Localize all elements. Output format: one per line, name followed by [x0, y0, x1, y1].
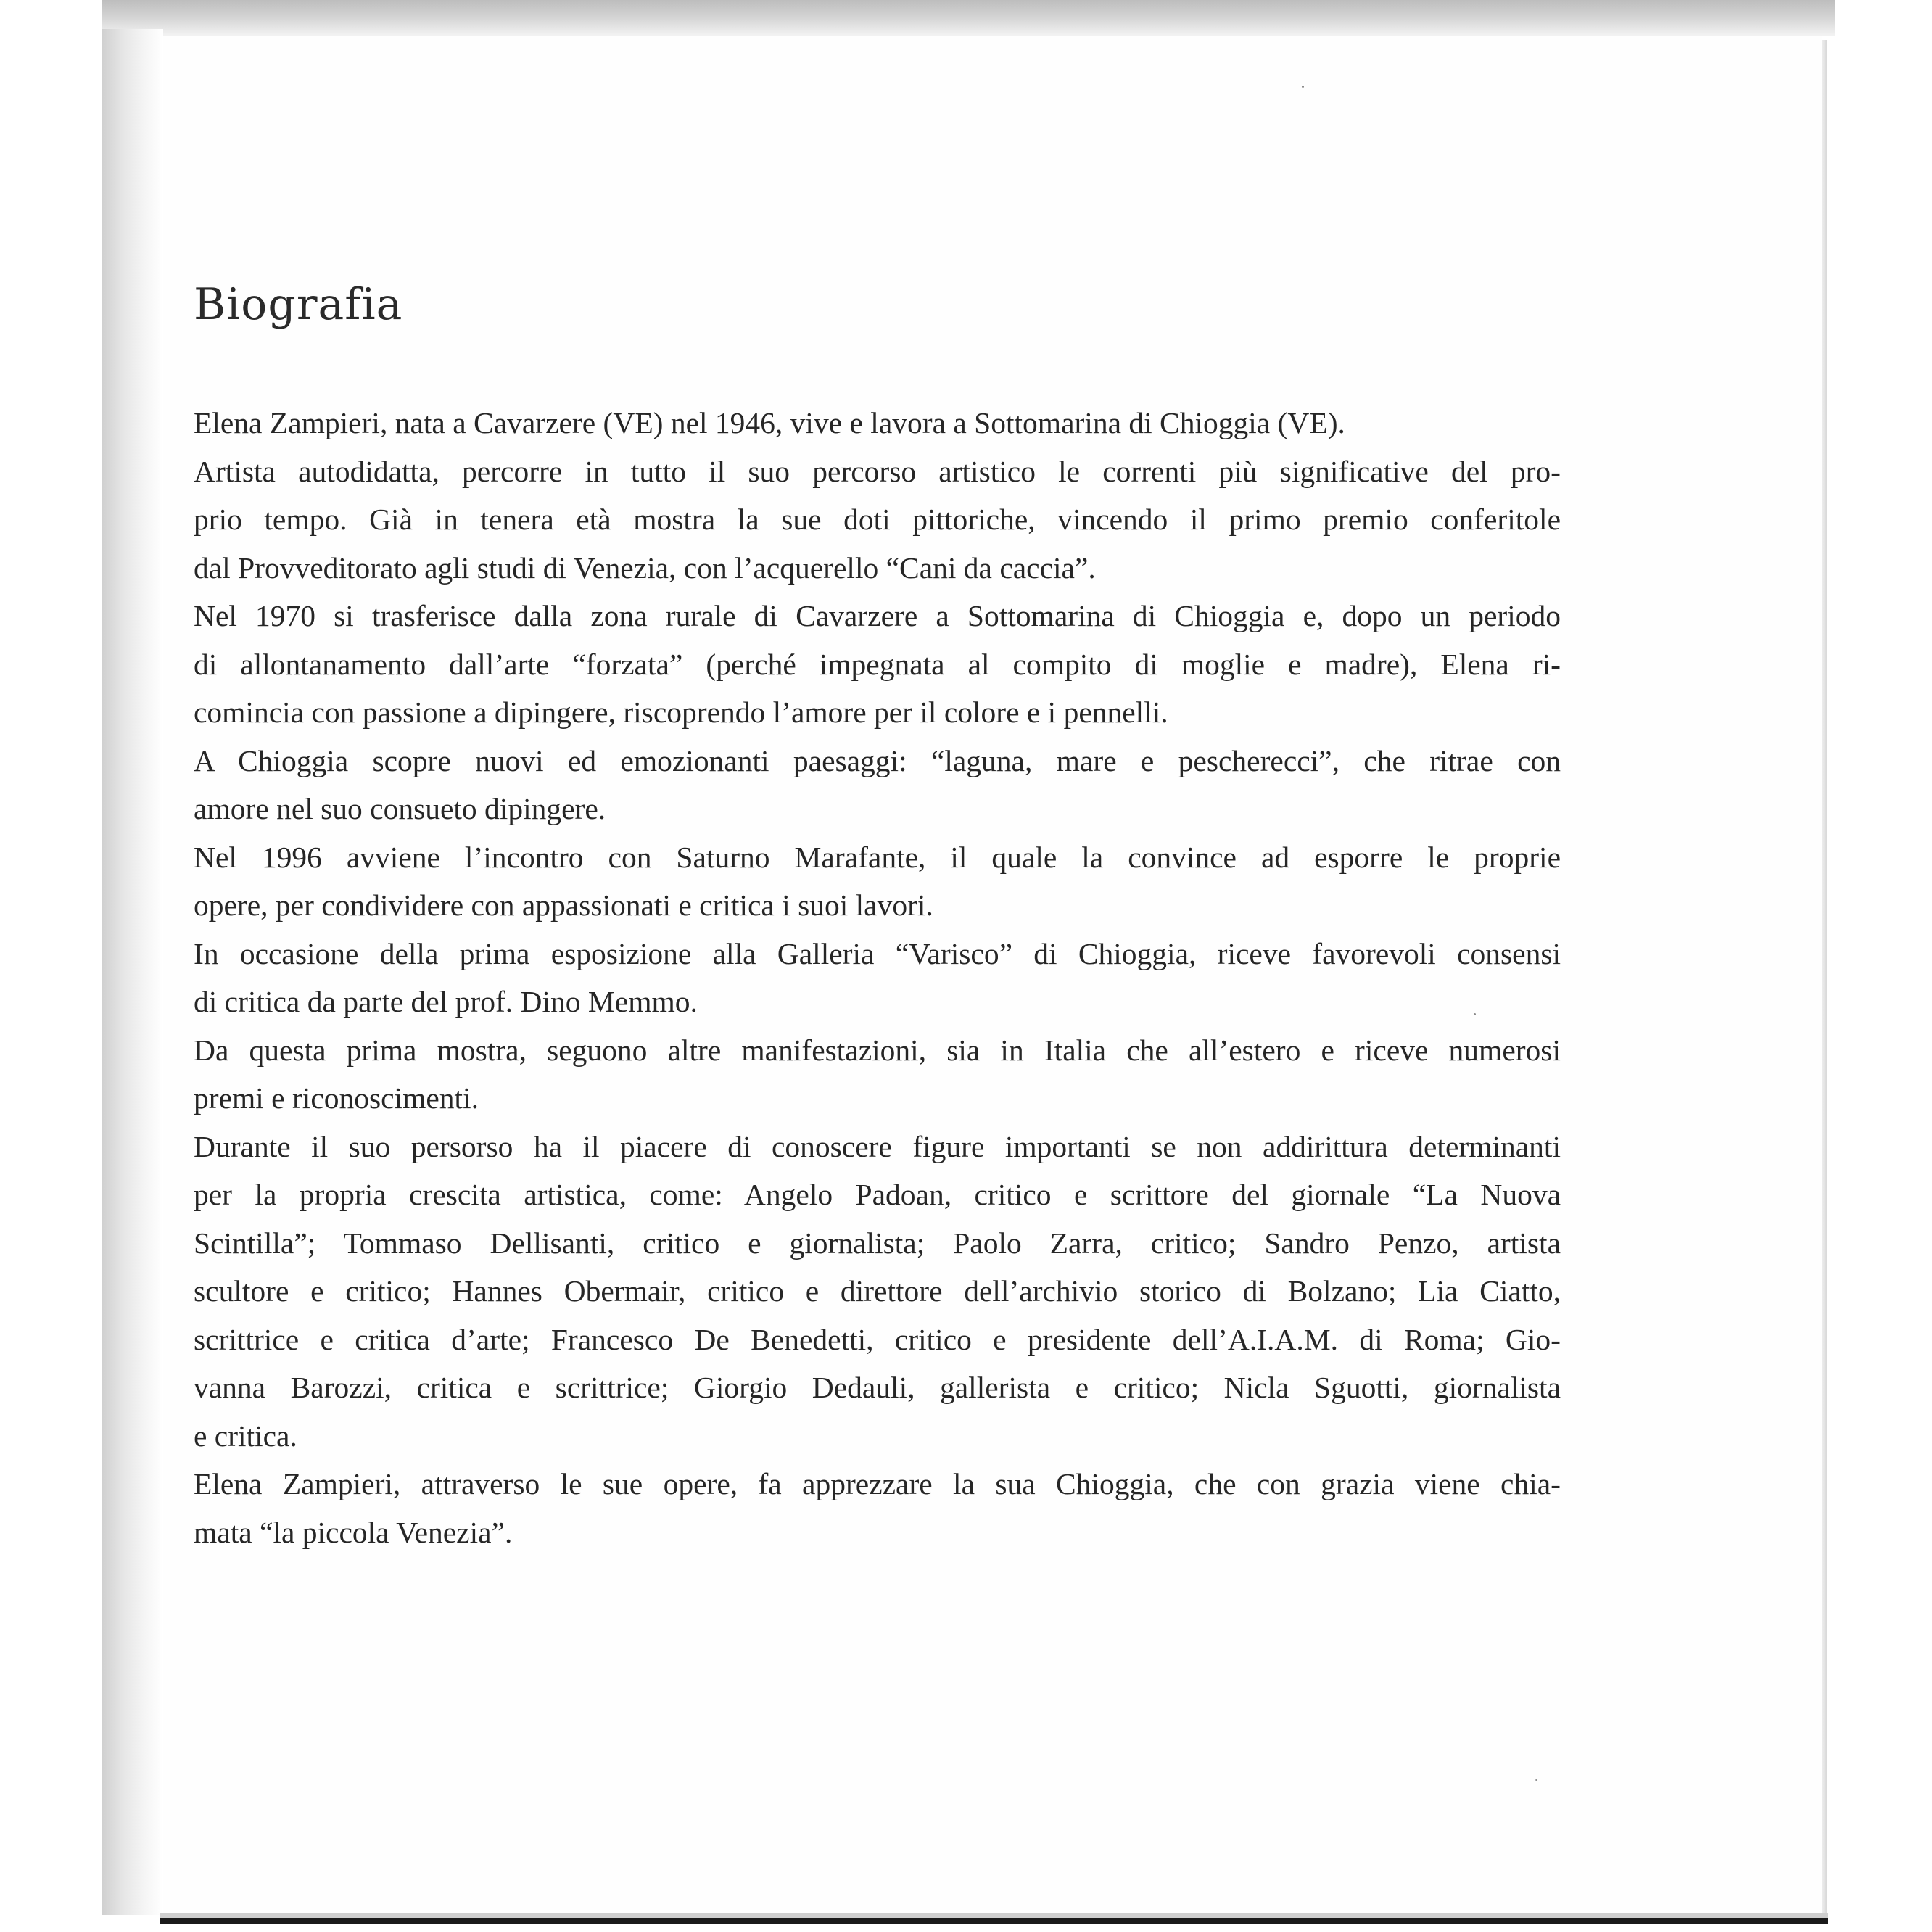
page-title: Biografia: [194, 279, 403, 330]
text-line: opere, per condividere con appassionati e critica i suoi lavori.: [194, 888, 933, 922]
page-right-edge: [1822, 40, 1827, 1918]
dust-speck: [1535, 1779, 1537, 1781]
text-line: di allontanamento dall’arte “forzata” (perché impegnata al compito di moglie e madre), Elena ri-: [194, 647, 1561, 681]
text-line: Da questa prima mostra, seguono altre manifestazioni, sia in Italia che all’estero e riceve numerosi: [194, 1033, 1561, 1067]
text-line: vanna Barozzi, critica e scrittrice; Giorgio Dedauli, gallerista e critico; Nicla Sguotti, giornalista: [194, 1371, 1561, 1404]
text-line: comincia con passione a dipingere, riscoprendo l’amore per il colore e i pennelli.: [194, 695, 1168, 729]
text-line: dal Provveditorato agli studi di Venezia, con l’acquerello “Cani da caccia”.: [194, 550, 1096, 585]
text-line: prio tempo. Già in tenera età mostra la sue doti pittoriche, vincendo il primo premio conferitole: [194, 503, 1561, 536]
text-line: e critica.: [194, 1419, 297, 1453]
page-bottom-edge: [160, 1918, 1828, 1924]
text-line: amore nel suo consueto dipingere.: [194, 792, 606, 825]
text-line: Durante il suo persorso ha il piacere di conoscere figure importanti se non addirittura determinanti: [194, 1129, 1561, 1163]
text-line: In occasione della prima esposizione alla Galleria “Varisco” di Chioggia, riceve favorevoli consensi: [194, 936, 1561, 970]
text-line: scultore e critico; Hannes Obermair, critico e direttore dell’archivio storico di Bolzano; Lia Ciatto,: [194, 1274, 1561, 1308]
gutter-shadow: [102, 29, 163, 1915]
text-line: scrittrice e critica d’arte; Francesco De Benedetti, critico e presidente dell’A.I.A.M. di Roma; Gio-: [194, 1322, 1561, 1356]
page-bottom-shade: [160, 1913, 1828, 1918]
text-line: Nel 1970 si trasferisce dalla zona rurale di Cavarzere a Sottomarina di Chioggia e, dopo un periodo: [194, 599, 1561, 632]
text-line: Elena Zampieri, nata a Cavarzere (VE) nel 1946, vive e lavora a Sottomarina di Chioggia (VE).: [194, 406, 1345, 439]
text-line: Nel 1996 avviene l’incontro con Saturno Marafante, il quale la convince ad esporre le proprie: [194, 840, 1561, 874]
text-line: Scintilla”; Tommaso Dellisanti, critico e giornalista; Paolo Zarra, critico; Sandro Penzo, artista: [194, 1226, 1561, 1260]
text-line: di critica da parte del prof. Dino Memmo.: [194, 985, 698, 1018]
text-line: Elena Zampieri, attraverso le sue opere, fa apprezzare la sua Chioggia, che con grazia viene chia-: [194, 1467, 1561, 1500]
text-line: Artista autodidatta, percorre in tutto il suo percorso artistico le correnti più significative del pro-: [194, 454, 1561, 488]
dust-speck: [1302, 86, 1304, 88]
biography-text: [194, 399, 1561, 1556]
text-line: premi e riconoscimenti.: [194, 1081, 479, 1115]
top-scan-shadow: [102, 0, 1835, 36]
text-line: A Chioggia scopre nuovi ed emozionanti paesaggi: “laguna, mare e pescherecci”, che ritrae con: [194, 743, 1561, 777]
text-line: mata “la piccola Venezia”.: [194, 1515, 513, 1549]
text-line: per la propria crescita artistica, come: Angelo Padoan, critico e scrittore del giornale “La Nuova: [194, 1178, 1561, 1211]
